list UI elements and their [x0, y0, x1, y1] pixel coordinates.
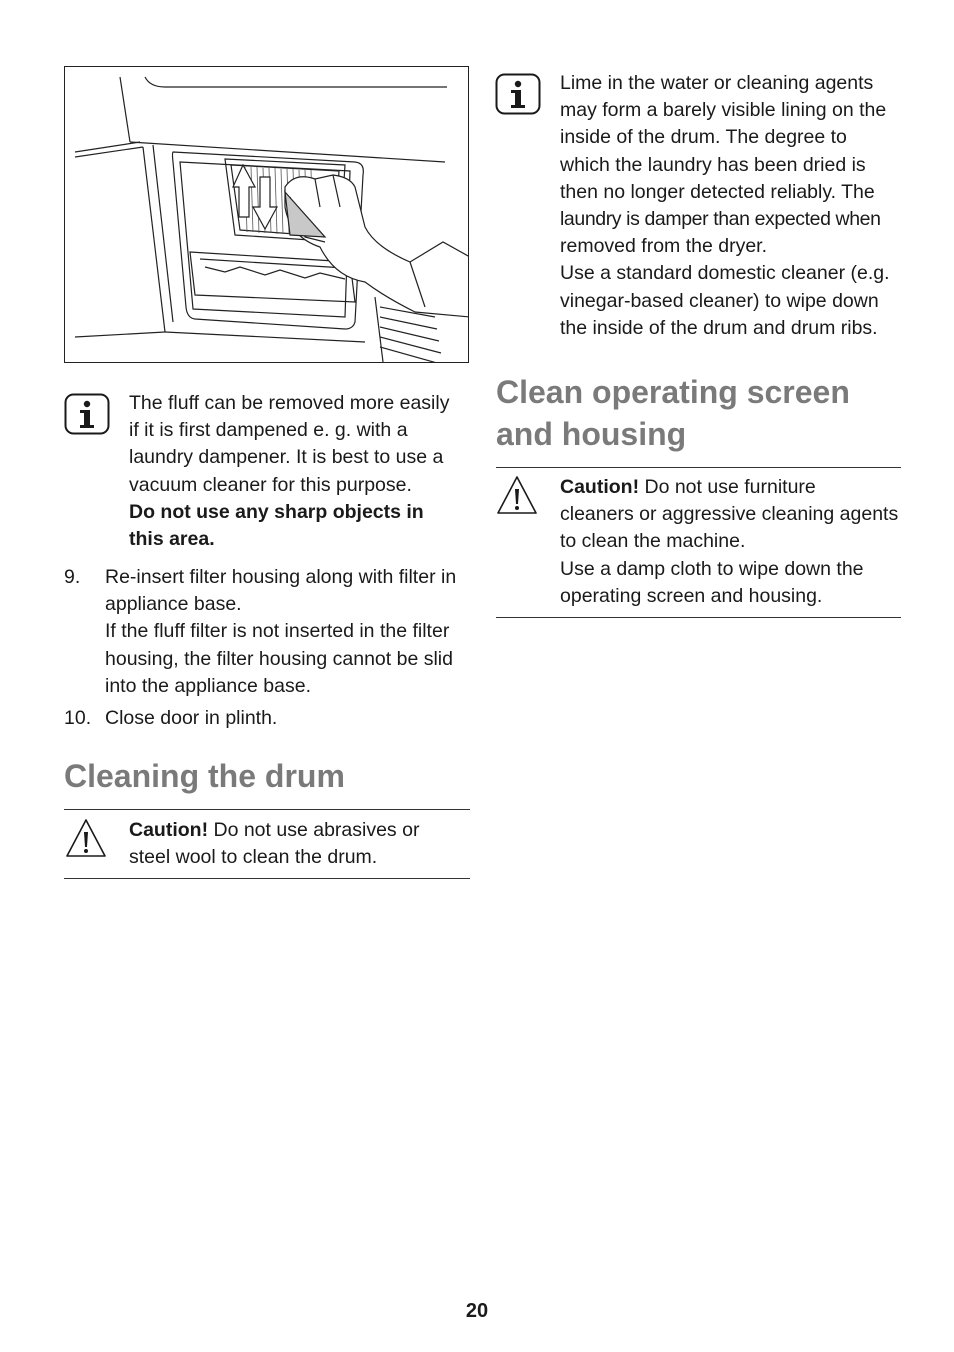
warning-icon [64, 817, 108, 864]
step-line: Close door in plinth. [105, 707, 278, 729]
filter-illustration [64, 66, 469, 363]
caution-text: Do not use abrasives or [208, 819, 420, 841]
caution-label: Caution! [560, 476, 640, 498]
step-line: Re-insert filter housing along with filter in [105, 566, 457, 588]
note-line: The fluff can be removed more easily [129, 392, 450, 414]
note-warning-line: this area. [129, 528, 215, 551]
heading-line: and housing [496, 416, 687, 452]
caution-text: Do not use furniture [639, 476, 816, 498]
note-line: if it is first dampened e. g. with a [129, 419, 408, 442]
note-line: Lime in the water or cleaning agents [560, 72, 874, 94]
divider [64, 878, 470, 879]
step-line: housing, the filter housing cannot be slid [105, 647, 453, 670]
section-heading-drum: Cleaning the drum [64, 758, 345, 794]
note-line: may form a barely visible lining on the [560, 99, 887, 122]
note-line: vinegar-based cleaner) to wipe down [560, 289, 879, 312]
step-10 [64, 705, 474, 732]
step-line: into the appliance base. [105, 674, 311, 697]
note-warning-line: Do not use any sharp objects in [129, 500, 424, 523]
step-line: If the fluff filter is not inserted in the filter [105, 620, 450, 643]
step-line: appliance base. [105, 593, 242, 616]
divider [496, 467, 901, 468]
note-line: then no longer detected reliably. The [560, 180, 875, 203]
screen-caution [560, 474, 910, 610]
filter-cleaning-drawing [65, 67, 469, 363]
step-9 [64, 564, 474, 700]
divider [64, 809, 470, 810]
drum-caution [129, 817, 474, 871]
note-line: laundry is damper than expected when [560, 208, 881, 231]
lime-note [560, 70, 910, 342]
step-number: 9. [64, 566, 81, 588]
info-icon [64, 393, 110, 440]
note-line: vacuum cleaner for this purpose. [129, 473, 412, 496]
note-line: Use a standard domestic cleaner (e.g. [560, 262, 890, 285]
caution-text: to clean the machine. [560, 530, 746, 553]
caution-label: Caution! [129, 819, 209, 841]
warning-icon [495, 474, 539, 521]
caution-text: cleaners or aggressive cleaning agents [560, 503, 899, 526]
note-line: removed from the dryer. [560, 235, 767, 258]
heading-line: Clean operating screen [496, 374, 850, 410]
caution-text: Use a damp cloth to wipe down the [560, 557, 864, 580]
page-number: 20 [465, 1300, 489, 1322]
divider [496, 617, 901, 618]
note-line: inside of the drum. The degree to [560, 126, 847, 149]
note-line: which the laundry has been dried is [560, 153, 866, 176]
fluff-note [129, 390, 474, 553]
note-line: the inside of the drum and drum ribs. [560, 316, 878, 339]
caution-text: steel wool to clean the drum. [129, 846, 378, 869]
info-icon [495, 73, 541, 120]
note-line: laundry dampener. It is best to use a [129, 446, 444, 469]
caution-text: operating screen and housing. [560, 584, 823, 607]
step-number: 10. [64, 707, 92, 729]
section-heading-screen [496, 371, 916, 455]
